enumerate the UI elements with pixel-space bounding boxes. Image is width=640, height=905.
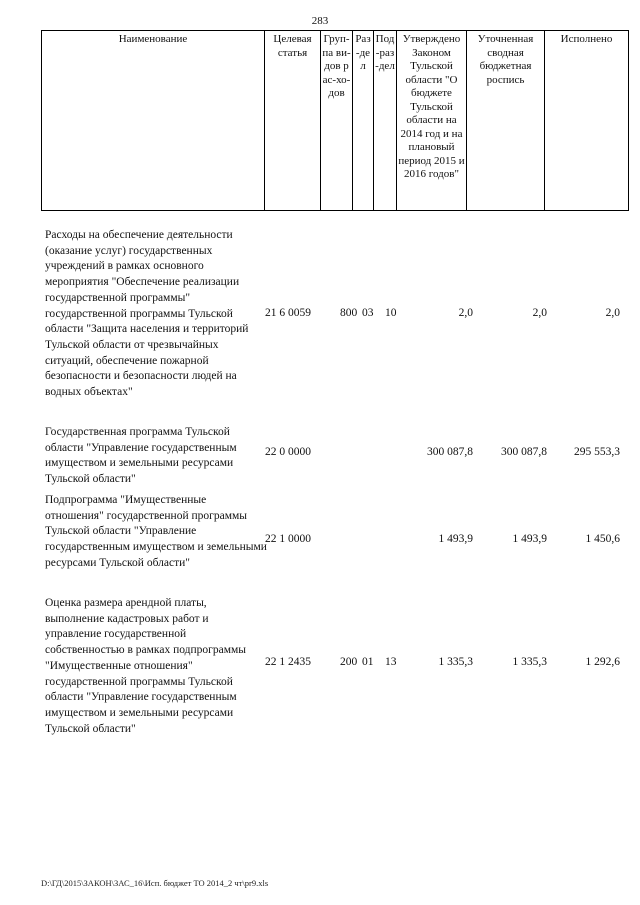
row-subsection: 13 bbox=[385, 656, 397, 668]
header-expense-group: Груп-па ви-дов рас-хо-дов bbox=[321, 31, 353, 211]
row-executed: 1 292,6 bbox=[585, 656, 620, 668]
row-approved: 1 335,3 bbox=[438, 656, 473, 668]
header-subsection: Под-раз-дел bbox=[374, 31, 397, 211]
row-target: 22 1 0000 bbox=[265, 533, 311, 545]
row-group: 800 bbox=[340, 307, 358, 319]
row-name: Государственная программа Тульской области "Управление государственным имуществом и земельными ресурсами Тульской области" bbox=[45, 426, 237, 486]
header-section: Раз-дел bbox=[353, 31, 374, 211]
row-executed: 295 553,3 bbox=[574, 446, 620, 458]
row-approved: 300 087,8 bbox=[427, 446, 473, 458]
row-name: Расходы на обеспечение деятельности (оказание услуг) государственных учреждений в рамках основного мероприятия "Обеспечение реализации государственной программы" государственной программы Тульской области "Защита населения и территорий Тульской области от чрезвычайных ситуаций, обеспечение пожарной безопасности и безопасности людей на водных объектах" bbox=[45, 229, 249, 399]
table-header bbox=[41, 30, 629, 211]
page-number: 283 bbox=[311, 15, 329, 27]
row-name: Оценка размера арендной платы, выполнение кадастровых работ и управление государственной собственностью в рамках подпрограммы "Имущественные отношения" государственной программы Тульской области "Управление государственным имуществом и земельными ресурсами Тульской области" bbox=[45, 597, 246, 735]
row-section: 03 bbox=[362, 307, 374, 319]
row-group: 200 bbox=[340, 656, 358, 668]
row-name: Подпрограмма "Имущественные отношения" государственной программы Тульской области "Управление государственным имуществом и земельными ресурсами Тульской области" bbox=[45, 494, 267, 569]
row-refined: 300 087,8 bbox=[501, 446, 547, 458]
row-section: 01 bbox=[362, 656, 374, 668]
file-path-footer: D:\ГД\2015\ЗАКОН\ЗАС_16\Исп. бюджет ТО 2014_2 чт\pr9.xls bbox=[41, 878, 269, 888]
header-refined: Уточненная сводная бюджетная роспись bbox=[467, 31, 545, 211]
header-target-article: Целевая статья bbox=[265, 31, 321, 211]
row-executed: 1 450,6 bbox=[585, 533, 620, 545]
row-refined: 1 335,3 bbox=[512, 656, 547, 668]
row-subsection: 10 bbox=[385, 307, 397, 319]
row-refined: 1 493,9 bbox=[512, 533, 547, 545]
row-executed: 2,0 bbox=[605, 307, 620, 319]
row-target: 22 0 0000 bbox=[265, 446, 311, 458]
row-approved: 2,0 bbox=[458, 307, 473, 319]
row-target: 21 6 0059 bbox=[265, 307, 311, 319]
header-approved: Утверждено Законом Тульской области "О бюджете Тульской области на 2014 год и на плановый период 2015 и 2016 годов" bbox=[397, 31, 467, 211]
row-target: 22 1 2435 bbox=[265, 656, 311, 668]
row-approved: 1 493,9 bbox=[438, 533, 473, 545]
header-name: Наименование bbox=[42, 31, 265, 211]
row-refined: 2,0 bbox=[532, 307, 547, 319]
header-executed: Исполнено bbox=[545, 31, 629, 211]
